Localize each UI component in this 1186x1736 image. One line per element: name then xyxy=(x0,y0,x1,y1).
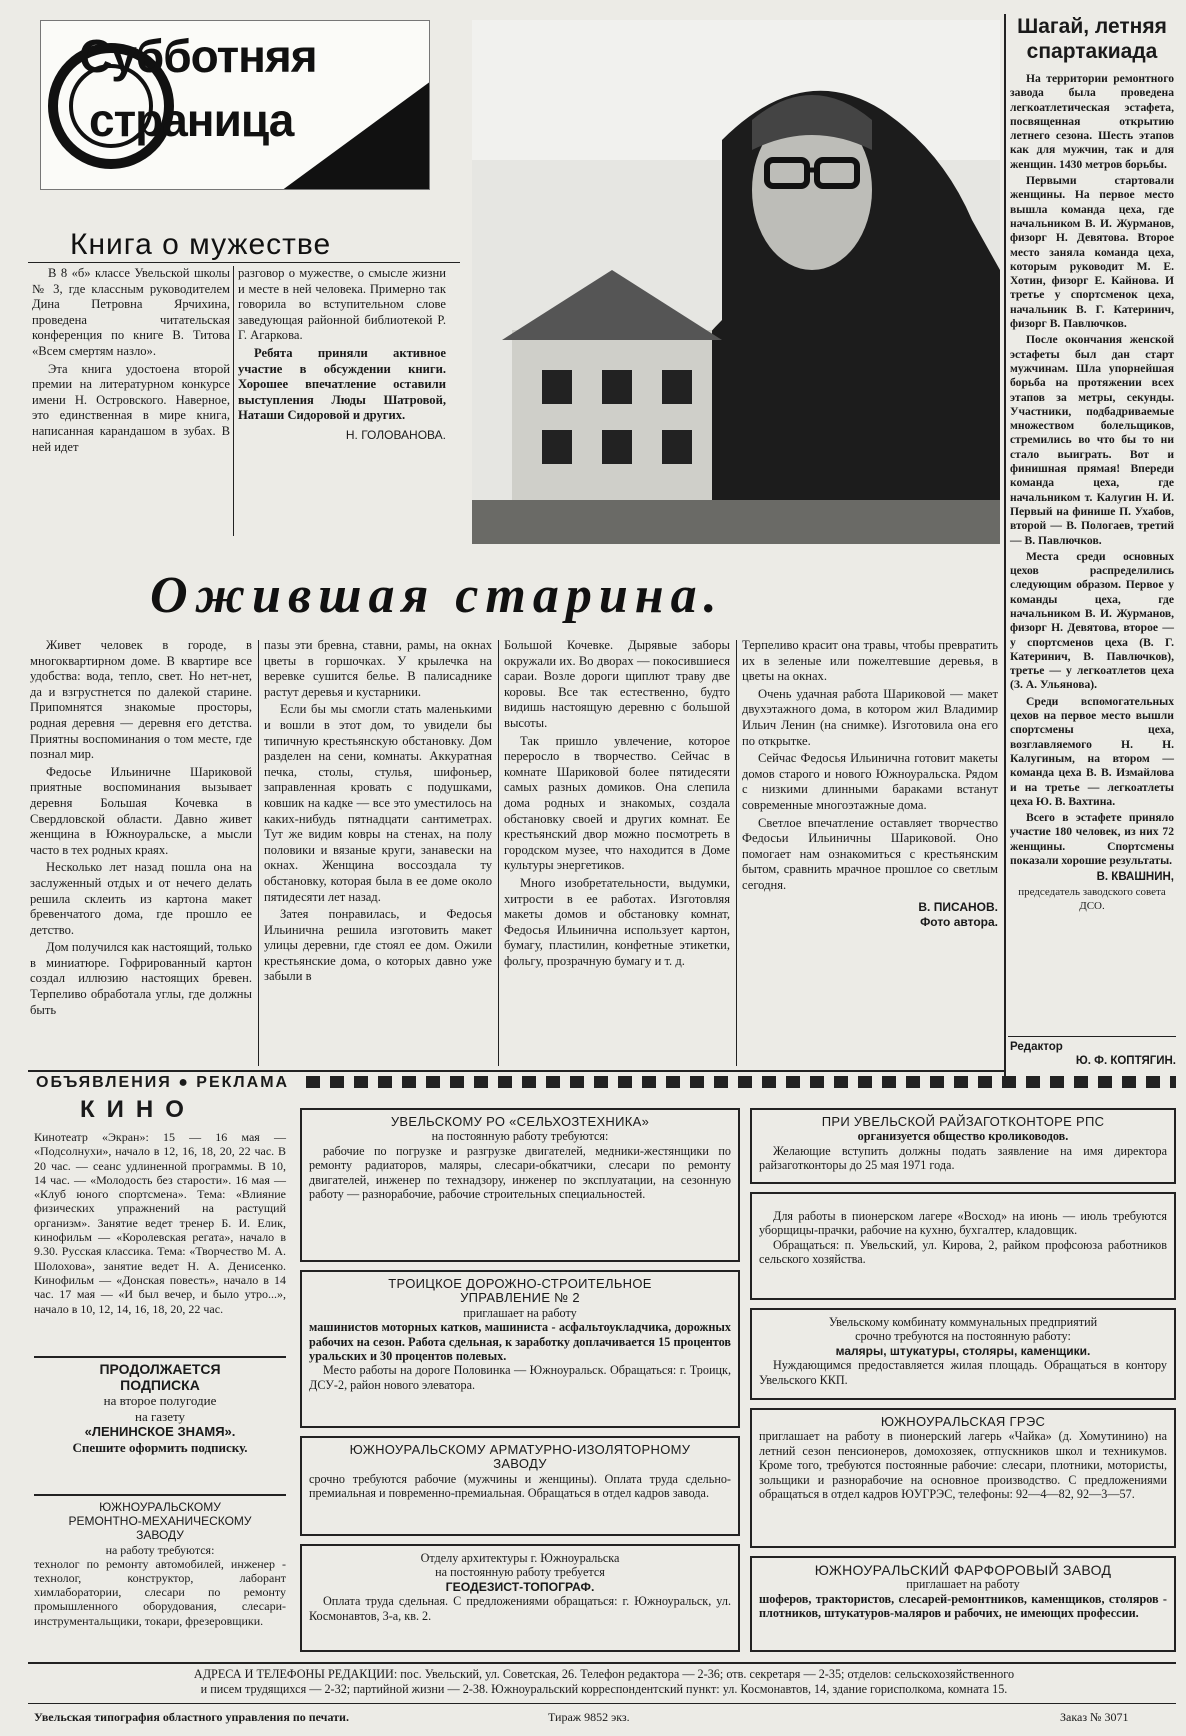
starina-title: Ожившая старина. xyxy=(150,567,724,624)
paragraph: Очень удачная работа Шариковой — макет двухэтажного дома, в котором жил Владимир Ильич Ленин (на снимке). Изготовила она его по открытке. xyxy=(742,686,998,748)
photo-illustration xyxy=(472,20,1000,544)
book-author: Н. ГОЛОВАНОВА. xyxy=(345,427,446,442)
voshod-text: Для работы в пионерском лагере «Восход» на июнь — июль требуются уборщицы-прачки, рабочие на кухню, бухгалтер, кладовщик. xyxy=(759,1209,1167,1238)
raizag-text: Желающие вступить должны подать заявление на имя директора райзаготконторы до 25 мая 1971 года. xyxy=(759,1143,1167,1173)
starina-photo-credit: Фото автора. xyxy=(920,915,998,930)
kkp-text: Нуждающимся предоставляется жилая площадь. Обращаться в контору Увельского ККП. xyxy=(759,1358,1167,1387)
paragraph: Первыми стартовали женщины. На первое место вышла команда цеха, где начальником В. И. Журманов, физорг Н. Девятова. Второе место заняла команда цеха, которым руководит М. Е. Хотин, физорг Е. Кайнова. И третье у спортсменок цеха, начальник В. Г. Катеринич, физорг В. Павлючков. xyxy=(1010,174,1174,331)
rmz-line4: на работу требуются: xyxy=(105,1542,215,1557)
farfor-line2: приглашает на работу xyxy=(906,1577,1020,1592)
rmz-line2: РЕМОНТНО-МЕХАНИЧЕСКОМУ xyxy=(68,1514,252,1529)
raizag-line2: организуется общество кролиководов. xyxy=(857,1129,1069,1144)
geodezist-ad xyxy=(300,1544,740,1652)
paragraph: пазы эти бревна, ставни, рамы, на окнах цветы в горшочках. У крылечка на веревке сушится белье. В палисаднике растут деревья и кустарники. xyxy=(264,638,492,699)
column-rule xyxy=(258,640,259,1066)
podpiska-line2: ПОДПИСКА xyxy=(120,1376,200,1393)
voshod-ad xyxy=(750,1192,1176,1300)
farfor-ad xyxy=(750,1556,1176,1652)
paragraph: Большой Кочевке. Дырявые заборы окружали их. Во дворах — покосившиеся сараи. Возле дороги щиплют траву две коровы. Все так естественно, будто видишь настоящую деревню с большой высоты. xyxy=(504,638,730,730)
paragraph: Светлое впечатление оставляет творчество Федосьи Ильиничны Шариковой. Оно помогает нам ознакомиться с крестьянским бытом, сравнить мрачное прошлое со светлым сегодня. xyxy=(742,815,998,892)
spartakiad-title xyxy=(1008,14,1176,64)
right-column-rule xyxy=(1004,14,1006,1078)
book-title: Книга о мужестве xyxy=(70,228,332,261)
podpiska-line1: ПРОДОЛЖАЕТСЯ xyxy=(99,1361,221,1377)
editor-rule xyxy=(1008,1036,1176,1037)
footer-address-line1: АДРЕСА И ТЕЛЕФОНЫ РЕДАКЦИИ: пос. Увельский, ул. Советская, 26. Телефон редактора — 2-36; отв. секретаря — 2-35; отделов: сельскохозяйственного xyxy=(193,1667,1015,1681)
starina-column-3 xyxy=(504,638,730,971)
gres-line1: ЮЖНОУРАЛЬСКАЯ ГРЭС xyxy=(880,1414,1046,1429)
column-rule xyxy=(736,640,737,1066)
voshod-text2: Обращаться: п. Увельский, ул. Кирова, 2, райком профсоюза работников сельского хозяйства. xyxy=(759,1237,1167,1267)
dorstroy-ad xyxy=(300,1270,740,1428)
paragraph: разговор о мужестве, о смысле жизни и месте в ней человека. Примерно так говорила во вступительном слове заведующая районной библиотекой Р. Г. Агаркова. xyxy=(238,266,446,343)
paragraph: На территории ремонтного завода была проведена легкоатлетическая эстафета, посвященная открытию летнего сезона. Шесть этапов как для мужчин, так и для женщин. 1430 метров борьбы. xyxy=(1010,72,1174,171)
dorstroy-line1: ТРОИЦКОЕ ДОРОЖНО-СТРОИТЕЛЬНОЕ xyxy=(388,1276,652,1291)
armatura-text: срочно требуются рабочие (мужчины и женщины). Оплата труда сдельно-премиальная и повременно-премиальная. Обращаться в отдел кадров завода. xyxy=(309,1471,731,1501)
podpiska-line6: Спешите оформить подписку. xyxy=(72,1439,248,1455)
book-column-rule xyxy=(233,266,234,536)
spartakiad-title-line2: спартакиада xyxy=(1026,40,1158,63)
raizag-line1: ПРИ УВЕЛЬСКОЙ РАЙЗАГОТКОНТОРЕ РПС xyxy=(821,1114,1105,1129)
kino-text: Кинотеатр «Экран»: 15 — 16 мая — «Подсолнухи», начало в 12, 16, 18, 20, 22 час. В 20 час. — сеанс удлиненной программы. В 10, 14 час. — «Молодость без старости». 16 мая — «Клуб юного спортсмена». Тема: «Влияние физических упражнений на растущий организм». Занятие ведет тренер Б. И. Елик, кинофильм — «Королевская регата», начало в 9.30. Русская классика. Тема: «Творчество М. А. Шолохова», занятие ведет Н. А. Денисенко. Кинофильм — «Донская повесть», начало в 14 час. 17 мая — «И был вечер, и было утро...», начало в 10, 12, 14, 16, 18, 20, 22 час. xyxy=(34,1130,286,1316)
podpiska-line3: на второе полугодие xyxy=(103,1393,217,1408)
paragraph: Эта книга удостоена второй премии на литературном конкурсе имени Н. Островского. Наверное, это единственная в мире книга, написанная карандашом в зубах. В ней идет xyxy=(32,361,230,454)
dorstroy-line3: приглашает на работу xyxy=(463,1305,577,1320)
paragraph: Много изобретательности, выдумки, хитрости в ее работах. Изготовляя макеты домов и обстановку комнат, Федосья Ильинична использует картон, бумагу, пластилин, конфетные этикетки, фольгу, прозрачную бумагу и т. д. xyxy=(504,875,730,968)
footer-rule xyxy=(28,1662,1176,1664)
geodezist-line1: Отделу архитектуры г. Южноуральска xyxy=(420,1551,620,1565)
farfor-line1: ЮЖНОУРАЛЬСКИЙ ФАРФОРОВЫЙ ЗАВОД xyxy=(814,1562,1112,1578)
book-top-rule xyxy=(28,262,460,263)
dorstroy-line2: УПРАВЛЕНИЕ № 2 xyxy=(460,1290,580,1306)
footer-bottom-rule xyxy=(28,1703,1176,1704)
paragraph: Дом получился как настоящий, только в миниатюре. Гофрированный картон создал иллюзию настоящих бревен. Терпеливо обработала углы, где должны быть xyxy=(30,940,252,1017)
footer-address xyxy=(34,1667,1174,1697)
farfor-text: шоферов, трактористов, слесарей-ремонтников, каменщиков, столяров - плотников, штукатуров-маляров и рабочих, не имеющих профессии. xyxy=(759,1591,1167,1621)
gres-ad xyxy=(750,1408,1176,1548)
raizag-ad xyxy=(750,1108,1176,1184)
paragraph: Места среди основных цехов распределились следующим образом. Первое у команды цеха, где начальником В. И. Журманов, физорг Н. Девятова, второе — у спортсменов цеха (В. Г. Катеринич, В. Павлючков), третье — у легкоатлетов цеха (З. А. Ульянова). xyxy=(1010,549,1174,692)
geodezist-line2: на постоянную работу требуется xyxy=(435,1565,605,1580)
kkp-line1: Увельскому комбинату коммунальных предприятий xyxy=(828,1315,1098,1329)
starina-column-2 xyxy=(264,638,492,987)
book-column-1 xyxy=(32,266,230,457)
kkp-line2: срочно требуются на постоянную работу: xyxy=(855,1329,1071,1344)
paragraph: В 8 «б» классе Увельской школы № 3, где классным руководителем Дина Петровна Ярчихина, проведена читательская конференция по книге В. Титова «Всем смертям назло». xyxy=(32,266,230,358)
armatura-ad xyxy=(300,1436,740,1536)
armatura-line2: ЗАВОДУ xyxy=(493,1456,547,1472)
spartakiad-author: В. КВАШНИН, xyxy=(1096,871,1174,884)
editor-label: Редактор xyxy=(1010,1041,1063,1053)
paragraph: Затея понравилась, и Федосья Ильинична решила изготовить макет улицы деревни, где стоял ее дом. Ожили крестьянские дома, о которых давно уже забыли в xyxy=(264,907,492,984)
ads-header-arrows xyxy=(306,1076,1176,1088)
rmz-text: технолог по ремонту автомобилей, инженер - технолог, конструктор, лаборант химлаборатории, слесари по ремонту промышленного оборудования, слесари-инструментальщики, токари, фрезеровщики. xyxy=(34,1556,286,1628)
editor-block xyxy=(1010,1040,1176,1068)
footer-tirazh: Тираж 9852 экз. xyxy=(548,1710,630,1724)
selhoz-ad xyxy=(300,1108,740,1262)
podpiska-line5: «ЛЕНИНСКОЕ ЗНАМЯ». xyxy=(84,1424,236,1439)
selhoz-line1: УВЕЛЬСКОМУ РО «СЕЛЬХОЗТЕХНИКА» xyxy=(390,1114,650,1129)
paragraph: Среди вспомогательных цехов на первое место вышли спортсмены цеха, возглавляемого Н. Н. Калугиным, на втором — команда цеха В. В. Измайлова и на третье — легкоатлеты цеха Ю. В. Вахтина. xyxy=(1010,694,1174,808)
footer-print: Увельская типография областного управления по печати. xyxy=(34,1710,349,1724)
photo-woman-with-house-model xyxy=(472,20,1000,544)
paragraph: Терпеливо красит она травы, чтобы превратить их в зеленые или пожелтевшие деревья, в цветы на окнах. xyxy=(742,638,998,684)
masthead-line2: страница xyxy=(89,94,294,146)
paragraph: Так пришло увлечение, которое переросло в творчество. Сейчас в комнате Шариковой более пятидесяти самых разных домиков. Она слепила дома родных и знакомых, создала обстановку своей и других комнат. Ее крестьянский двор можно посмотреть в городском музее, что находится в Доме культуры энергетиков. xyxy=(504,733,730,873)
podpiska-block xyxy=(34,1356,286,1455)
paragraph: Живет человек в городе, в многоквартирном доме. В квартире все удобства: вода, тепло, свет. Но нет-нет, да и взгрустнется по далекой старине. Припомнятся знакомые просторы, родная деревня — деревня его детства. Приятны воспоминания о том месте, где познал мир. xyxy=(30,638,252,762)
ads-top-rule xyxy=(28,1070,1004,1072)
starina-column-4 xyxy=(742,638,998,931)
spartakiad-author-role: председатель заводского совета ДСО. xyxy=(1018,885,1166,912)
spartakiad-title-line1: Шагай, летняя xyxy=(1017,15,1167,38)
footer-zakaz: Заказ № 3071 xyxy=(1060,1710,1129,1724)
kkp-ad xyxy=(750,1308,1176,1400)
rmz-line3: ЗАВОДУ xyxy=(136,1528,184,1543)
geodezist-text: Оплата труда сдельная. С предложениями обращаться: г. Южноуральск, ул. Космонавтов, 3-а, кв. 2. xyxy=(309,1594,731,1623)
paragraph: Несколько лет назад пошла она на заслуженный отдых и от нечего делать решила склеить из картона макет бревенчатого дома, где прошло ее детство. xyxy=(30,860,252,937)
dorstroy-text: машинистов моторных катков, машиниста - асфальтоукладчика, дорожных рабочих на сезон. Работа сдельная, к заработку доплачивается 15 процентов уральских и 30 процентов полевых. xyxy=(309,1320,731,1364)
dorstroy-text2: Место работы на дороге Половинка — Южноуральск. Обращаться: г. Троицк, ДСУ-2, район нового элеватора. xyxy=(309,1363,731,1392)
masthead xyxy=(40,20,430,190)
starina-column-1 xyxy=(30,638,252,1020)
paragraph: Всего в эстафете приняло участие 180 человек, из них 72 женщины. Спортсмены показали хорошие результаты. xyxy=(1010,811,1174,868)
armatura-line1: ЮЖНОУРАЛЬСКОМУ АРМАТУРНО-ИЗОЛЯТОРНОМУ xyxy=(349,1442,691,1457)
ads-header: ОБЪЯВЛЕНИЯ ● РЕКЛАМА xyxy=(36,1074,290,1091)
rmz-block xyxy=(34,1494,286,1628)
paragraph: Если бы мы смогли стать маленькими и вошли в этот дом, то увидели бы типичную крестьянскую обстановку. Дом разделен на сени, комнаты. Аккуратная печка, столы, стулья, шифоньер, заправленная кровать с подушками, ковшик на кадке — все это уместилось на каких-нибудь пятнадцати сантиметрах. Тут же видим ковры на стенах, на полу половики и вязаные круги, занавески на окнах. Женщина воссоздала ту обстановку, которая была в ее доме около пятидесяти лет назад. xyxy=(264,702,492,904)
kino-title: КИНО xyxy=(80,1096,196,1123)
selhoz-text: рабочие по погрузке и разгрузке двигателей, медники-жестянщики по ремонту радиаторов, маляры, слесари-обкатчики, слесари по ремонту двигателей, инженер по технадзору, инженер по эксплуатации, на сезонную работу — разнорабочие, рабочие строительных специальностей. xyxy=(309,1143,731,1202)
kkp-line3: маляры, штукатуры, столяры, каменщики. xyxy=(835,1343,1091,1358)
paragraph: Сейчас Федосья Ильинична готовит макеты домов старого и нового Южноуральска. Рядом с низкими длинными бараками встанут современные многоэтажные дома. xyxy=(742,751,998,812)
paragraph: Федосье Ильиничне Шариковой приятные воспоминания вызывает деревня Большая Кочевка в Свердловской области. Давно живет женщина в Южноуральске, а мысли часто в тех родных краях. xyxy=(30,764,252,857)
footer-address-line2: и писем трудящихся — 2-32; партийной жизни — 2-38. Южноуральский корреспондентский пункт: ул. Космонавтов, 14, здание горисполкома, комната 15. xyxy=(200,1682,1008,1696)
spartakiad-body xyxy=(1010,72,1174,913)
column-rule xyxy=(498,640,499,1066)
paragraph: Ребята приняли активное участие в обсуждении книги. Хорошее впечатление оставили выступления Люды Шатровой, Наташи Сидоровой и других. xyxy=(238,345,446,423)
paragraph: После окончания женской эстафеты был дан старт мужчинам. Шла упорнейшая борьба на протяжении всех этапов за метры, секунды. Участники, подбадриваемые множеством болельщиков, стремились во что бы то ни стало выиграть. Вот и финишная прямая! Впереди команда цеха, где начальником т. Калугин Н. И. Первый на финише П. Ухабов, второй — В. Пологаев, третий — В. Павлючков. xyxy=(1010,333,1174,547)
selhoz-line2: на постоянную работу требуются: xyxy=(431,1129,609,1144)
podpiska-line4: на газету xyxy=(135,1408,185,1424)
book-column-2 xyxy=(238,266,446,444)
editor-name: Ю. Ф. КОПТЯГИН. xyxy=(1075,1055,1176,1067)
geodezist-line3: ГЕОДЕЗИСТ-ТОПОГРАФ. xyxy=(445,1579,595,1594)
gres-text: приглашает на работу в пионерский лагерь «Чайка» (д. Хомутинино) на летний сезон пенсионеров, домохозяек, отпускников школ и техникумов. Кроме того, требуются постоянные рабочие: слесари, плотники, мотористы, зольщики и разнорабочие на основное производство. С предложениями обращаться в отдел кадров ЮУГРЭС, телефоны: 92—4—82, 92—3—57. xyxy=(759,1429,1167,1502)
masthead-line1: Субботняя xyxy=(79,30,317,82)
rmz-line1: ЮЖНОУРАЛЬСКОМУ xyxy=(99,1500,221,1514)
starina-author: В. ПИСАНОВ. xyxy=(918,899,998,914)
